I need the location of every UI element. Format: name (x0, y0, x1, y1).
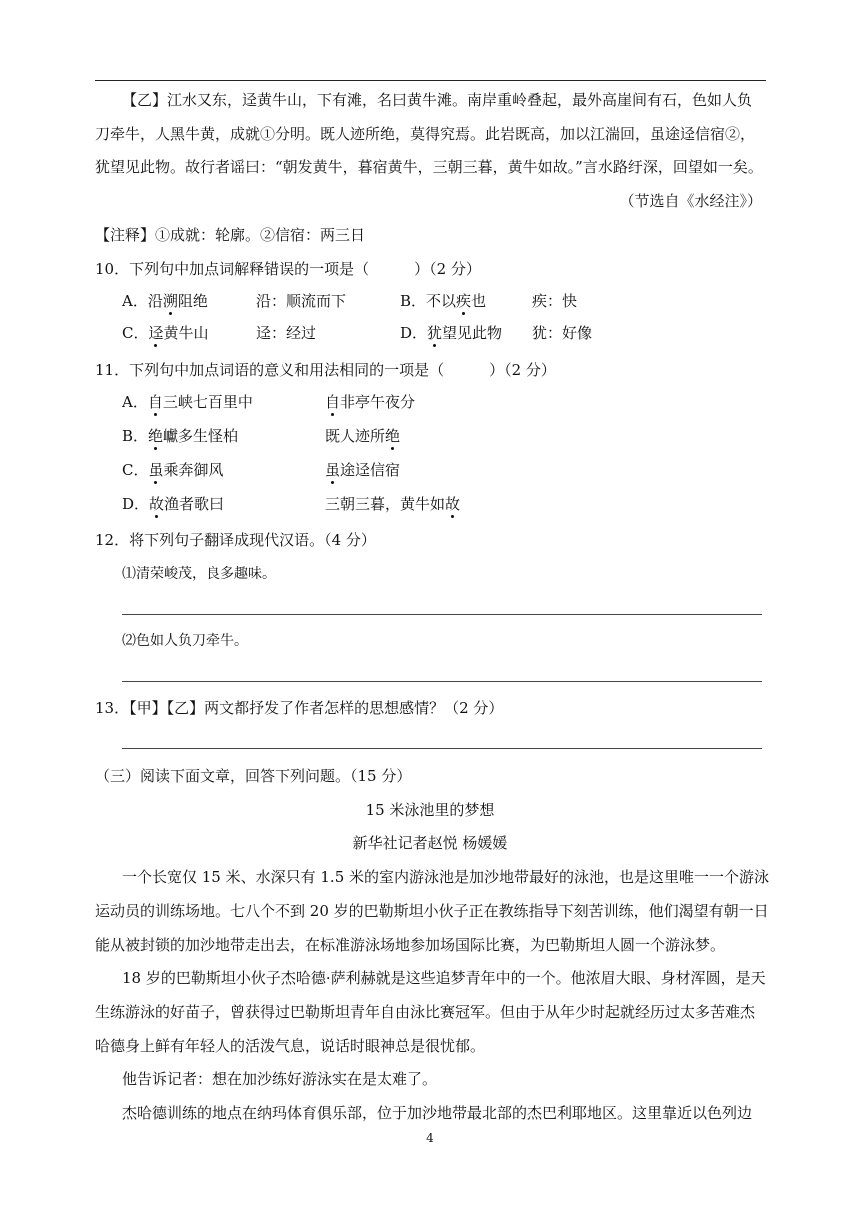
q11-option-a: A．自三峡七百里中 (122, 393, 253, 411)
emphasis-dot: 虽 (148, 461, 164, 479)
q12-sentence-1: ⑴清荣峻茂，良多趣味。 (122, 566, 276, 582)
q11-option-c: C．虽乘奔御风 (122, 461, 224, 479)
q10-option-d-gloss: 犹：好像 (532, 324, 593, 342)
q10-option-c: C．迳黄牛山 (122, 324, 209, 342)
q10-option-a: A．沿溯阻绝 (122, 292, 208, 310)
q13-stem: 13．【甲】【乙】两文都抒发了作者怎样的思想感情？（2 分） (95, 699, 504, 717)
article-byline: 新华社记者赵悦 杨媛媛 (352, 834, 508, 852)
q11-option-c-right: 虽途迳信宿 (325, 461, 401, 479)
emphasis-dot: 绝 (148, 427, 164, 445)
article-p2-line-3: 哈德身上鲜有年轻人的活泼气息，说话时眼神总是很忧郁。 (95, 1037, 486, 1055)
yi-line-2: 刀牵牛，人黑牛黄，成就①分明。既人迹所绝，莫得究焉。此岩既高，加以江湍回，虽途迳信宿②， (95, 125, 756, 143)
answer-line-2[interactable] (122, 681, 762, 682)
article-p2-line-2: 生练游泳的好苗子，曾获得过巴勒斯坦青年自由泳比赛冠军。但由于从年少时起就经历过太多苦难杰 (95, 1003, 756, 1021)
q11-option-d: D．故渔者歌曰 (122, 495, 225, 513)
article-p1-line-1: 一个长宽仅 15 米、水深只有 1.5 米的室内游泳池是加沙地带最好的泳池，也是这里唯一一个游泳 (122, 868, 770, 886)
emphasis-dot: 故 (149, 495, 165, 513)
q11-option-b-right: 既人迹所绝 (325, 427, 401, 445)
q11-stem: 11．下列句中加点词语的意义和用法相同的一项是（ ）（2 分） (95, 361, 556, 379)
article-p1-line-3: 能从被封锁的加沙地带走出去，在标准游泳场地参加场国际比赛，为巴勒斯坦人圆一个游泳梦。 (95, 936, 726, 954)
emphasis-dot: 绝 (385, 427, 401, 445)
yi-source: （节选自《水经注》） (619, 192, 762, 210)
q10-option-d: D．犹望见此物 (400, 324, 503, 342)
emphasis-dot: 自 (147, 393, 163, 411)
q10-option-a-gloss: 沿：顺流而下 (256, 292, 347, 310)
annotation-note: 【注释】①成就：轮廓。②信宿：两三日 (95, 226, 366, 244)
answer-line-3[interactable] (122, 748, 762, 749)
article-p2-line-1: 18 岁的巴勒斯坦小伙子杰哈德·萨利赫就是这些追梦青年中的一个。他浓眉大眼、身材浑圆，是天 (122, 969, 766, 987)
emphasis-dot: 疾 (456, 292, 472, 310)
emphasis-dot: 溯 (162, 292, 178, 310)
emphasis-dot: 故 (445, 495, 461, 513)
yi-line-3: 犹望见此物。故行者谣曰：“朝发黄牛，暮宿黄牛，三朝三暮，黄牛如故。”言水路纡深，回望如一矣。 (95, 158, 763, 176)
header-rule (95, 80, 766, 81)
article-p1-line-2: 运动员的训练场地。七八个不到 20 岁的巴勒斯坦小伙子正在教练指导下刻苦训练，他们渴望有朝一日 (95, 902, 769, 920)
emphasis-dot: 自 (325, 393, 341, 411)
q11-option-b: B．绝巘多生怪柏 (122, 427, 239, 445)
section-3-heading: （三）阅读下面文章，回答下列问题。（15 分） (95, 767, 412, 785)
answer-line-1[interactable] (122, 614, 762, 615)
article-p4-line-1: 杰哈德训练的地点在纳玛体育俱乐部，位于加沙地带最北部的杰巴利耶地区。这里靠近以色列边 (122, 1104, 753, 1122)
emphasis-dot: 迳 (148, 324, 164, 342)
q12-stem: 12．将下列句子翻译成现代汉语。（4 分） (95, 531, 376, 549)
emphasis-dot: 犹 (427, 324, 443, 342)
emphasis-dot: 虽 (325, 461, 341, 479)
q10-stem: 10．下列句中加点词解释错误的一项是（ ）（2 分） (95, 260, 481, 278)
q10-option-c-gloss: 迳：经过 (256, 324, 317, 342)
yi-line-1: 【乙】江水又东，迳黄牛山，下有滩，名曰黄牛滩。南岸重岭叠起，最外高崖间有石，色如人负 (122, 91, 753, 109)
article-p3: 他告诉记者：想在加沙练好游泳实在是太难了。 (122, 1070, 438, 1088)
article-title: 15 米泳池里的梦想 (365, 801, 495, 819)
q10-option-b-gloss: 疾：快 (532, 292, 578, 310)
page-number: 4 (426, 1131, 434, 1145)
q12-sentence-2: ⑵色如人负刀牵牛。 (122, 633, 248, 649)
q11-option-d-right: 三朝三暮，黄牛如故 (325, 495, 461, 513)
q11-option-a-right: 自非亭午夜分 (325, 393, 416, 411)
q10-option-b: B．不以疾也 (400, 292, 487, 310)
